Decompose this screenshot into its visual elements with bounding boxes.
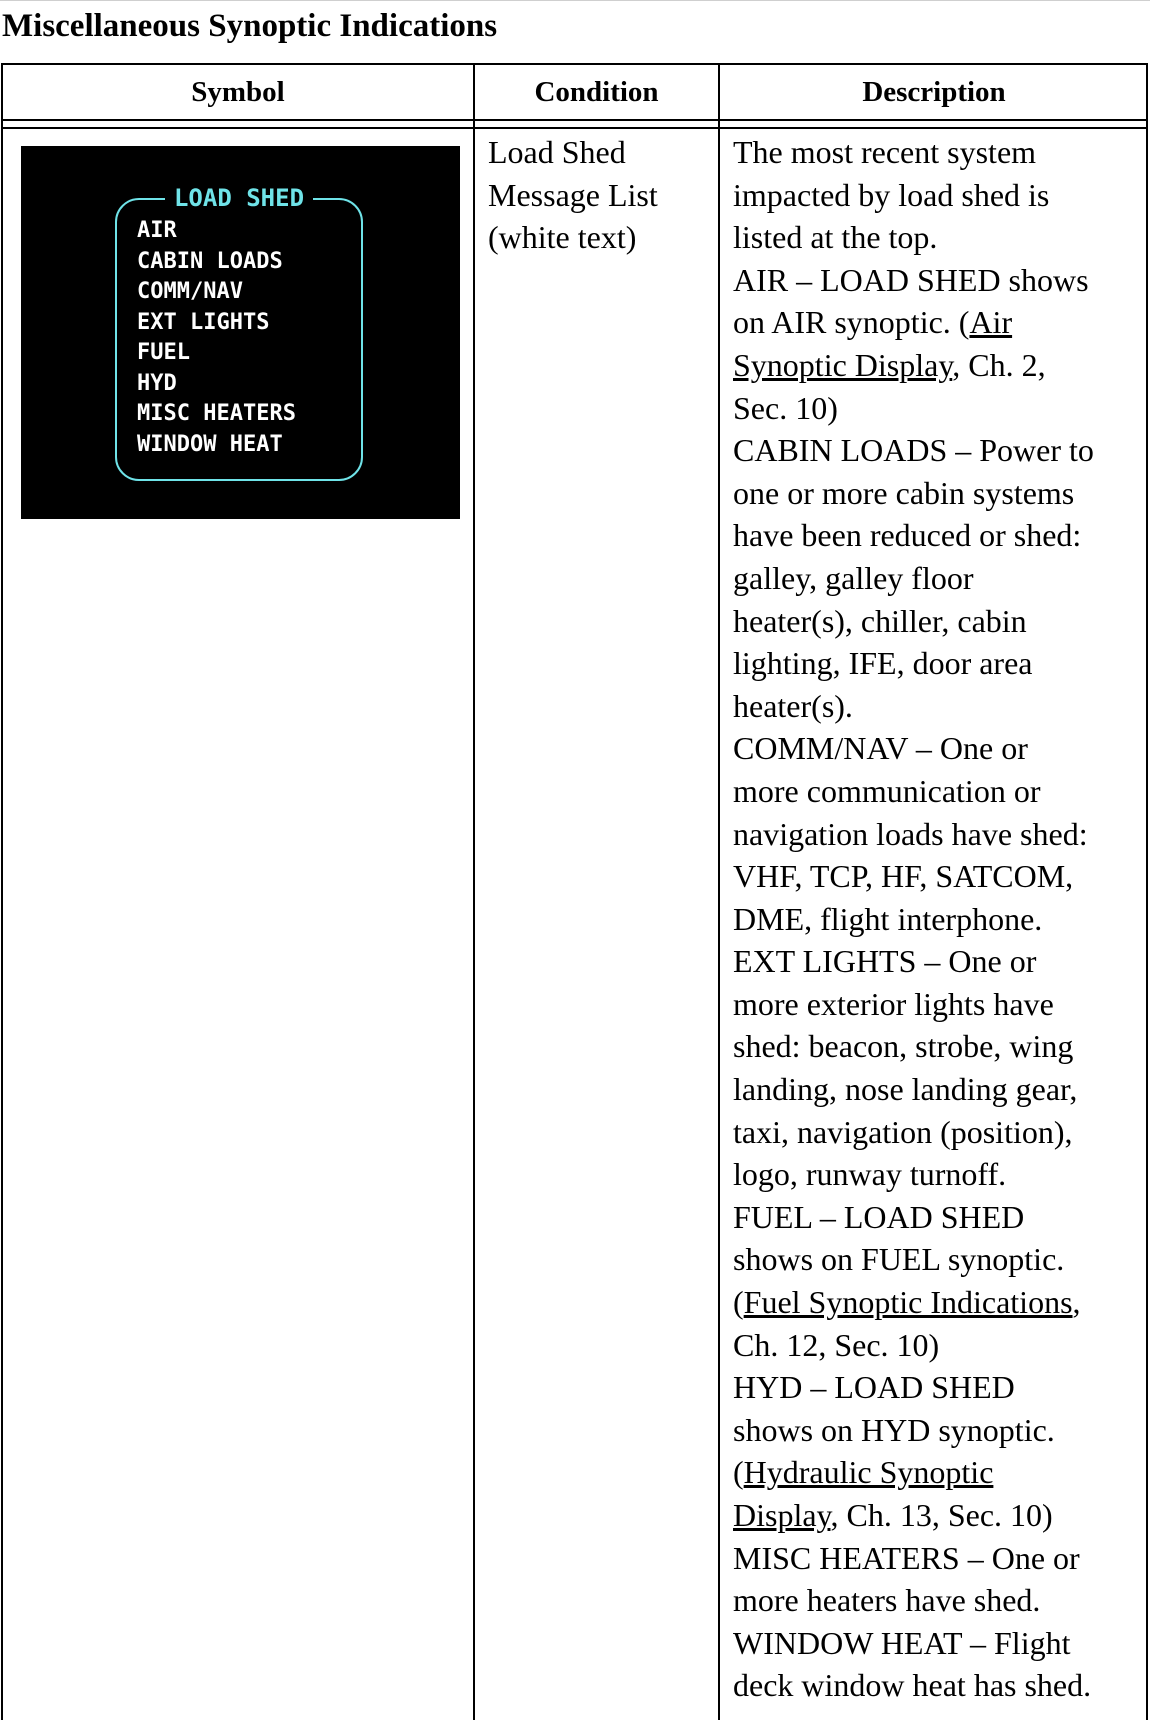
load-shed-item: WINDOW HEAT [137,431,283,457]
description-line [733,259,1148,302]
header-symbol: Symbol [191,76,285,108]
condition-cell [488,131,713,259]
description-text: DME, flight interphone. [733,900,1043,937]
description-line [733,131,1148,174]
description-text: VHF, TCP, HF, SATCOM, [733,858,1074,895]
description-line [733,1664,1148,1707]
description-text: HYD – LOAD SHED [733,1369,1015,1406]
description-text: more exterior lights have [733,985,1054,1022]
description-text: MISC HEATERS – One or [733,1539,1080,1576]
description-line [733,813,1148,856]
load-shed-item: FUEL [137,340,190,365]
description-text: shows on HYD synoptic. [733,1411,1055,1448]
indications-table [1,63,1148,1720]
load-shed-item: CABIN LOADS [137,248,283,274]
description-line [733,1409,1148,1452]
description-line [733,855,1148,898]
description-text: lighting, IFE, door area [733,645,1033,682]
description-text: taxi, navigation (position), [733,1113,1073,1150]
description-text: have been reduced or shed: [733,517,1082,554]
description-text: Sec. 10) [733,389,838,426]
load-shed-item: HYD [137,370,177,396]
cross-reference-link[interactable]: Air [969,304,1013,341]
condition-line: (white text) [488,219,637,256]
description-line [733,216,1148,259]
description-line [733,472,1148,515]
description-text: shed: beacon, strobe, wing [733,1028,1074,1065]
header-rule [3,119,1146,121]
description-line [733,1451,1148,1494]
description-line [733,1494,1148,1537]
description-text: heater(s), chiller, cabin [733,602,1027,639]
load-shed-item: EXT LIGHTS [137,309,270,335]
description-line [733,1622,1148,1665]
description-line [733,983,1148,1026]
description-cell [733,131,1148,1707]
column-divider [718,65,720,1720]
description-text: COMM/NAV – One or [733,730,1028,767]
description-line [733,514,1148,557]
load-shed-item: MISC HEATERS [137,401,296,426]
description-line [733,1281,1148,1324]
page-title: Miscellaneous Synoptic Indications [2,8,498,44]
description-line [733,940,1148,983]
description-text: navigation loads have shed: [733,815,1088,852]
condition-line: Load Shed [488,134,626,170]
description-line [733,642,1148,685]
description-text: ( [733,1284,744,1321]
description-line [733,727,1148,770]
description-text: shows on FUEL synoptic. [733,1241,1065,1278]
description-line [733,301,1148,344]
description-line [733,1196,1148,1239]
description-text: , Ch. 2, [952,346,1046,383]
description-text: landing, nose landing gear, [733,1071,1078,1108]
description-text: on AIR synoptic. ( [733,304,970,341]
description-text: more communication or [733,772,1041,809]
description-text: CABIN LOADS – Power to [733,432,1094,469]
load-shed-item: COMM/NAV [137,279,243,304]
description-line [733,685,1148,728]
description-text: one or more cabin systems [733,474,1075,511]
load-shed-message-list [137,216,296,460]
load-shed-title: LOAD SHED [165,184,313,212]
condition-line: Message List [488,176,658,213]
description-text: listed at the top. [733,219,938,256]
description-text: , [1072,1284,1081,1321]
description-line [733,1366,1148,1409]
description-line [733,1537,1148,1580]
description-line [733,429,1148,472]
description-text: impacted by load shed is [733,176,1050,213]
description-line [733,344,1148,387]
cross-reference-link[interactable]: Fuel Synoptic Indications [743,1284,1073,1321]
description-line [733,1068,1148,1111]
description-text: EXT LIGHTS – One or [733,943,1037,980]
description-text: WINDOW HEAT – Flight [733,1624,1071,1661]
description-line [733,1579,1148,1622]
description-text: The most recent system [733,134,1037,170]
description-text: galley, galley floor [733,559,974,596]
description-line [733,600,1148,643]
description-text: Ch. 12, Sec. 10) [733,1326,940,1363]
description-line [733,557,1148,600]
description-text: ( [733,1454,744,1491]
description-text: more heaters have shed. [733,1582,1041,1619]
load-shed-item: AIR [137,218,177,243]
top-rule [0,0,1150,1]
column-divider [473,65,475,1720]
description-line [733,1153,1148,1196]
description-line [733,174,1148,217]
cross-reference-link[interactable]: Display [733,1497,831,1533]
header-description: Description [862,76,1006,108]
load-shed-title-wrap [117,183,361,217]
description-text: heater(s). [733,687,853,724]
description-line [733,1238,1148,1281]
description-text: logo, runway turnoff. [733,1156,1007,1193]
description-line [733,1025,1148,1068]
description-line [733,1111,1148,1154]
header-rule [3,127,1146,129]
description-line [733,387,1148,430]
load-shed-symbol-image [21,146,460,519]
description-line [733,770,1148,813]
load-shed-frame [115,184,363,481]
description-text: deck window heat has shed. [733,1667,1092,1704]
description-line [733,898,1148,941]
description-text: , Ch. 13, Sec. 10) [830,1497,1053,1533]
description-text: AIR – LOAD SHED shows [733,261,1089,298]
description-text: FUEL – LOAD SHED [733,1198,1025,1235]
description-line [733,1324,1148,1367]
header-condition: Condition [534,76,659,108]
cross-reference-link[interactable]: Synoptic Display [733,346,953,383]
cross-reference-link[interactable]: Hydraulic Synoptic [743,1454,994,1491]
